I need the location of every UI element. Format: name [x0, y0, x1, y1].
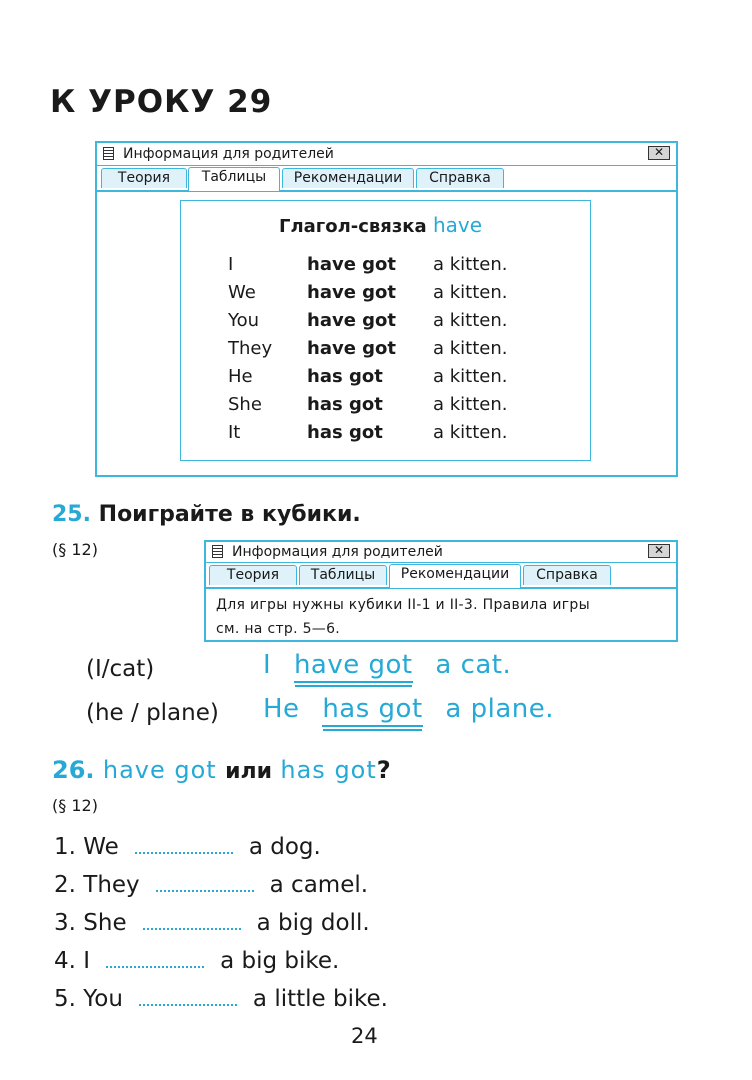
option-have-got: have got	[102, 756, 217, 784]
question-mark: ?	[376, 756, 391, 784]
exercise-item	[54, 948, 339, 974]
grammar-row	[181, 282, 590, 310]
tab-bar	[97, 166, 676, 192]
or-word: или	[225, 759, 273, 784]
item-subject: They	[83, 872, 140, 898]
document-icon	[103, 147, 114, 160]
window-title: Информация для родителей	[232, 544, 443, 560]
exercise-item	[54, 872, 368, 898]
row-verb: have got	[307, 338, 397, 359]
row-subject: It	[228, 422, 241, 443]
item-number: 3.	[54, 910, 76, 936]
grammar-row	[181, 338, 590, 366]
row-verb: has got	[307, 366, 383, 387]
tab-theory[interactable]: Теория	[209, 565, 297, 585]
item-rest: a dog.	[248, 834, 321, 860]
exercise-ref: (§ 12)	[52, 540, 98, 559]
tab-theory[interactable]: Теория	[101, 168, 187, 188]
window-titlebar	[97, 143, 676, 166]
row-subject: He	[228, 366, 253, 387]
tab-help[interactable]: Справка	[416, 168, 504, 188]
answer-verb: has got	[322, 694, 422, 727]
row-verb: have got	[307, 310, 397, 331]
body-line: см. на стр. 5—6.	[216, 621, 341, 637]
grammar-row	[181, 366, 590, 394]
answer-blank[interactable]	[135, 851, 233, 854]
lesson-title: К УРОКУ 29	[50, 84, 273, 120]
example-prompt: (he / plane)	[86, 700, 219, 726]
example-prompt: (I/cat)	[86, 656, 155, 682]
row-subject: We	[228, 282, 256, 303]
window-title: Информация для родителей	[123, 146, 334, 162]
tab-recommendations[interactable]: Рекомендации	[389, 564, 521, 588]
row-object: a kitten.	[433, 282, 508, 303]
item-subject: We	[83, 834, 119, 860]
tab-recommendations[interactable]: Рекомендации	[282, 168, 414, 188]
grammar-heading-text: Глагол-связка	[279, 216, 427, 237]
answer-blank[interactable]	[156, 889, 254, 892]
item-rest: a little bike.	[252, 986, 388, 1012]
item-rest: a camel.	[269, 872, 369, 898]
info-window-recommendations	[204, 540, 678, 642]
grammar-row	[181, 422, 590, 450]
row-subject: I	[228, 254, 234, 275]
grammar-table	[180, 200, 591, 461]
grammar-row	[181, 394, 590, 422]
row-verb: has got	[307, 422, 383, 443]
tab-tables[interactable]: Таблицы	[299, 565, 387, 585]
item-number: 5.	[54, 986, 76, 1012]
row-object: a kitten.	[433, 394, 508, 415]
grammar-row	[181, 310, 590, 338]
item-subject: She	[83, 910, 127, 936]
body-line: Для игры нужны кубики II-1 и II-3. Правила игры	[216, 597, 590, 613]
page-number: 24	[351, 1024, 378, 1048]
item-rest: a big bike.	[220, 948, 340, 974]
window-body-text	[216, 593, 590, 641]
answer-blank[interactable]	[143, 927, 241, 930]
row-subject: They	[228, 338, 273, 359]
exercise-26-heading	[52, 756, 391, 784]
grammar-row	[181, 254, 590, 282]
grammar-heading	[279, 213, 482, 237]
document-icon	[212, 545, 223, 558]
row-verb: have got	[307, 282, 397, 303]
answer-blank[interactable]	[139, 1003, 237, 1006]
answer-subject: I	[263, 650, 272, 680]
row-verb: have got	[307, 254, 397, 275]
exercise-25-heading	[52, 502, 361, 527]
row-object: a kitten.	[433, 310, 508, 331]
row-object: a kitten.	[433, 366, 508, 387]
answer-blank[interactable]	[106, 965, 204, 968]
option-has-got: has got	[280, 756, 377, 784]
example-answer	[263, 694, 554, 724]
close-icon[interactable]: ✕	[648, 146, 670, 160]
exercise-title: Поиграйте в кубики.	[98, 502, 361, 527]
exercise-item	[54, 986, 388, 1012]
exercise-number: 25.	[52, 502, 91, 527]
row-object: a kitten.	[433, 422, 508, 443]
tab-bar	[206, 563, 676, 589]
tab-tables[interactable]: Таблицы	[188, 167, 280, 191]
row-subject: She	[228, 394, 262, 415]
tab-help[interactable]: Справка	[523, 565, 611, 585]
exercise-number: 26.	[52, 756, 95, 784]
row-object: a kitten.	[433, 254, 508, 275]
answer-subject: He	[263, 694, 300, 724]
close-icon[interactable]: ✕	[648, 544, 670, 558]
item-number: 2.	[54, 872, 76, 898]
exercise-ref: (§ 12)	[52, 796, 98, 815]
row-object: a kitten.	[433, 338, 508, 359]
answer-object: a plane.	[445, 694, 555, 724]
row-subject: You	[228, 310, 260, 331]
exercise-item	[54, 834, 321, 860]
item-number: 4.	[54, 948, 76, 974]
answer-verb: have got	[294, 650, 413, 683]
window-titlebar	[206, 542, 676, 563]
exercise-item	[54, 910, 370, 936]
answer-object: a cat.	[435, 650, 512, 680]
item-rest: a big doll.	[256, 910, 370, 936]
example-answer	[263, 650, 511, 680]
item-number: 1.	[54, 834, 76, 860]
item-subject: I	[83, 948, 91, 974]
item-subject: You	[83, 986, 123, 1012]
grammar-heading-word: have	[432, 213, 483, 237]
row-verb: has got	[307, 394, 383, 415]
